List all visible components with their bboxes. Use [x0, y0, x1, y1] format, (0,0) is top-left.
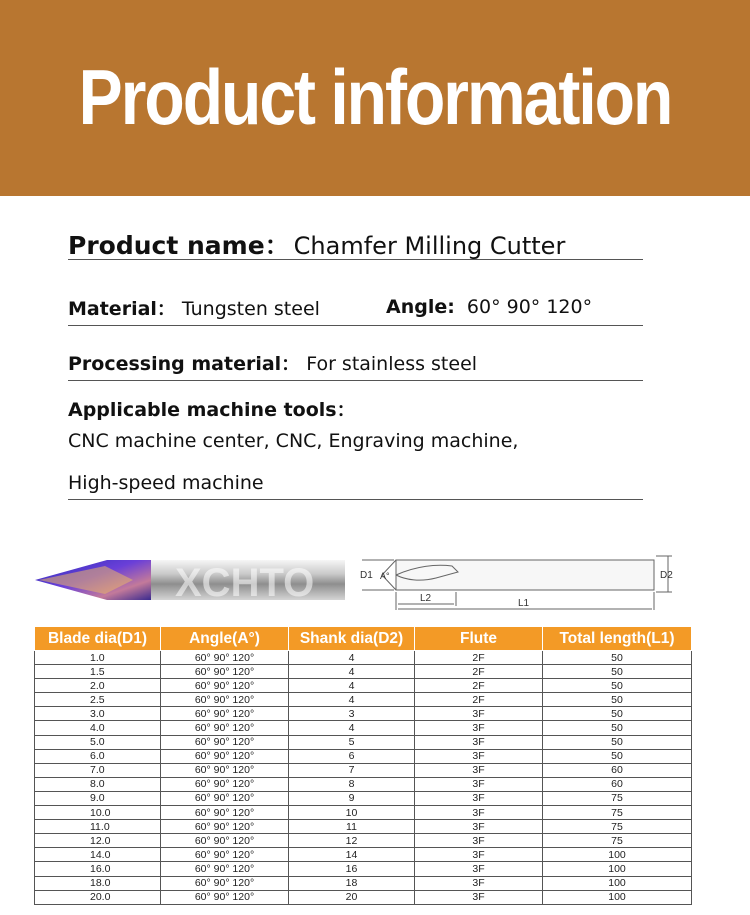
processing-label: Processing material：: [68, 353, 301, 375]
cell-shank-dia: 5: [289, 735, 415, 749]
cell-flute: 3F: [415, 777, 543, 791]
tool-photo: [35, 556, 347, 604]
table-row: [35, 679, 692, 693]
cell-shank-dia: 16: [289, 862, 415, 876]
cell-blade-dia: 8.0: [35, 777, 161, 791]
table-row: [35, 777, 692, 791]
product-name-row: [68, 226, 643, 262]
cell-flute: 3F: [415, 749, 543, 763]
table-body: [35, 651, 692, 905]
table-row: [35, 651, 692, 665]
cell-angle: 60° 90° 120°: [161, 848, 289, 862]
table-row: [35, 834, 692, 848]
cell-angle: 60° 90° 120°: [161, 735, 289, 749]
cell-blade-dia: 16.0: [35, 862, 161, 876]
table-row: [35, 791, 692, 805]
cell-blade-dia: 18.0: [35, 876, 161, 890]
label-d2: D2: [660, 570, 673, 581]
angle-value: 60° 90° 120°: [466, 296, 593, 318]
watermark-text: XCHTO: [175, 561, 315, 604]
material-label: Material：: [68, 298, 176, 320]
cell-angle: 60° 90° 120°: [161, 679, 289, 693]
table-row: [35, 806, 692, 820]
table-row: [35, 862, 692, 876]
machines-label: Applicable machine tools：: [68, 399, 356, 421]
cell-flute: 2F: [415, 693, 543, 707]
cell-flute: 3F: [415, 862, 543, 876]
cell-angle: 60° 90° 120°: [161, 707, 289, 721]
angle-label: Angle:: [386, 296, 455, 318]
table-header-row: [35, 627, 692, 651]
cell-total-length: 100: [543, 848, 692, 862]
divider: [68, 380, 643, 381]
cell-angle: 60° 90° 120°: [161, 763, 289, 777]
page-title: Product information: [78, 53, 672, 141]
cell-shank-dia: 10: [289, 806, 415, 820]
cell-blade-dia: 1.5: [35, 665, 161, 679]
cell-flute: 3F: [415, 763, 543, 777]
cell-angle: 60° 90° 120°: [161, 777, 289, 791]
cell-angle: 60° 90° 120°: [161, 820, 289, 834]
cell-flute: 3F: [415, 890, 543, 904]
cell-total-length: 50: [543, 665, 692, 679]
material-value: Tungsten steel: [181, 298, 320, 320]
machines-line-2: High-speed machine: [68, 472, 264, 494]
cell-flute: 3F: [415, 735, 543, 749]
cell-angle: 60° 90° 120°: [161, 806, 289, 820]
cell-blade-dia: 2.5: [35, 693, 161, 707]
cell-flute: 3F: [415, 721, 543, 735]
cell-blade-dia: 5.0: [35, 735, 161, 749]
cell-blade-dia: 9.0: [35, 791, 161, 805]
cell-total-length: 50: [543, 735, 692, 749]
cell-shank-dia: 18: [289, 876, 415, 890]
col-header-angle: Angle(A°): [161, 627, 289, 651]
table-row: [35, 721, 692, 735]
processing-row: [68, 349, 643, 376]
table-row: [35, 693, 692, 707]
cell-total-length: 50: [543, 721, 692, 735]
cell-flute: 3F: [415, 806, 543, 820]
cell-flute: 3F: [415, 791, 543, 805]
table-row: [35, 749, 692, 763]
cell-flute: 2F: [415, 665, 543, 679]
cell-flute: 3F: [415, 876, 543, 890]
cell-blade-dia: 14.0: [35, 848, 161, 862]
cell-total-length: 75: [543, 834, 692, 848]
cell-flute: 2F: [415, 651, 543, 665]
cell-angle: 60° 90° 120°: [161, 791, 289, 805]
label-l2: L2: [420, 593, 432, 604]
cell-shank-dia: 4: [289, 665, 415, 679]
cell-total-length: 50: [543, 749, 692, 763]
cell-blade-dia: 6.0: [35, 749, 161, 763]
cell-blade-dia: 10.0: [35, 806, 161, 820]
cell-angle: 60° 90° 120°: [161, 834, 289, 848]
spec-table: [34, 626, 692, 905]
cell-shank-dia: 8: [289, 777, 415, 791]
label-angle: A°: [380, 571, 390, 581]
angle-field: [386, 296, 592, 318]
table-row: [35, 763, 692, 777]
cell-shank-dia: 4: [289, 679, 415, 693]
header-banner: [0, 0, 750, 196]
technical-drawing: [356, 548, 686, 614]
cell-total-length: 75: [543, 806, 692, 820]
cell-flute: 3F: [415, 820, 543, 834]
cell-shank-dia: 7: [289, 763, 415, 777]
cell-shank-dia: 20: [289, 890, 415, 904]
machines-line-1: CNC machine center, CNC, Engraving machine,: [68, 430, 519, 452]
col-header-shank-dia: Shank dia(D2): [289, 627, 415, 651]
col-header-blade-dia: Blade dia(D1): [35, 627, 161, 651]
cell-total-length: 50: [543, 707, 692, 721]
product-name-label: Product name：: [68, 231, 290, 260]
cell-shank-dia: 9: [289, 791, 415, 805]
material-row: [68, 294, 643, 321]
cell-total-length: 100: [543, 890, 692, 904]
cell-angle: 60° 90° 120°: [161, 890, 289, 904]
cell-total-length: 100: [543, 862, 692, 876]
cell-flute: 3F: [415, 707, 543, 721]
cell-flute: 3F: [415, 848, 543, 862]
processing-value: For stainless steel: [306, 353, 478, 375]
cell-total-length: 100: [543, 876, 692, 890]
cell-shank-dia: 3: [289, 707, 415, 721]
cell-total-length: 75: [543, 820, 692, 834]
cell-total-length: 50: [543, 651, 692, 665]
cell-angle: 60° 90° 120°: [161, 665, 289, 679]
cell-shank-dia: 14: [289, 848, 415, 862]
cell-angle: 60° 90° 120°: [161, 693, 289, 707]
cell-shank-dia: 4: [289, 651, 415, 665]
cell-total-length: 60: [543, 777, 692, 791]
cell-angle: 60° 90° 120°: [161, 651, 289, 665]
cell-flute: 3F: [415, 834, 543, 848]
cell-total-length: 75: [543, 791, 692, 805]
cell-total-length: 50: [543, 679, 692, 693]
cell-shank-dia: 4: [289, 721, 415, 735]
cell-blade-dia: 11.0: [35, 820, 161, 834]
cell-blade-dia: 4.0: [35, 721, 161, 735]
cell-shank-dia: 4: [289, 693, 415, 707]
cell-shank-dia: 12: [289, 834, 415, 848]
product-name-value: Chamfer Milling Cutter: [293, 232, 566, 260]
cell-angle: 60° 90° 120°: [161, 721, 289, 735]
cell-shank-dia: 11: [289, 820, 415, 834]
cell-blade-dia: 12.0: [35, 834, 161, 848]
cell-angle: 60° 90° 120°: [161, 876, 289, 890]
cell-blade-dia: 3.0: [35, 707, 161, 721]
cell-total-length: 50: [543, 693, 692, 707]
cell-total-length: 60: [543, 763, 692, 777]
label-l1: L1: [518, 598, 530, 609]
cell-angle: 60° 90° 120°: [161, 862, 289, 876]
divider: [68, 325, 643, 326]
table-row: [35, 707, 692, 721]
table-row: [35, 876, 692, 890]
cell-shank-dia: 6: [289, 749, 415, 763]
label-d1: D1: [360, 570, 373, 581]
cell-blade-dia: 2.0: [35, 679, 161, 693]
divider: [68, 259, 643, 260]
table-row: [35, 665, 692, 679]
table-row: [35, 820, 692, 834]
table-row: [35, 735, 692, 749]
cell-blade-dia: 1.0: [35, 651, 161, 665]
cell-blade-dia: 7.0: [35, 763, 161, 777]
col-header-total-length: Total length(L1): [543, 627, 692, 651]
cell-flute: 2F: [415, 679, 543, 693]
divider: [68, 499, 643, 500]
cell-blade-dia: 20.0: [35, 890, 161, 904]
table-row: [35, 890, 692, 904]
table-row: [35, 848, 692, 862]
cell-angle: 60° 90° 120°: [161, 749, 289, 763]
col-header-flute: Flute: [415, 627, 543, 651]
